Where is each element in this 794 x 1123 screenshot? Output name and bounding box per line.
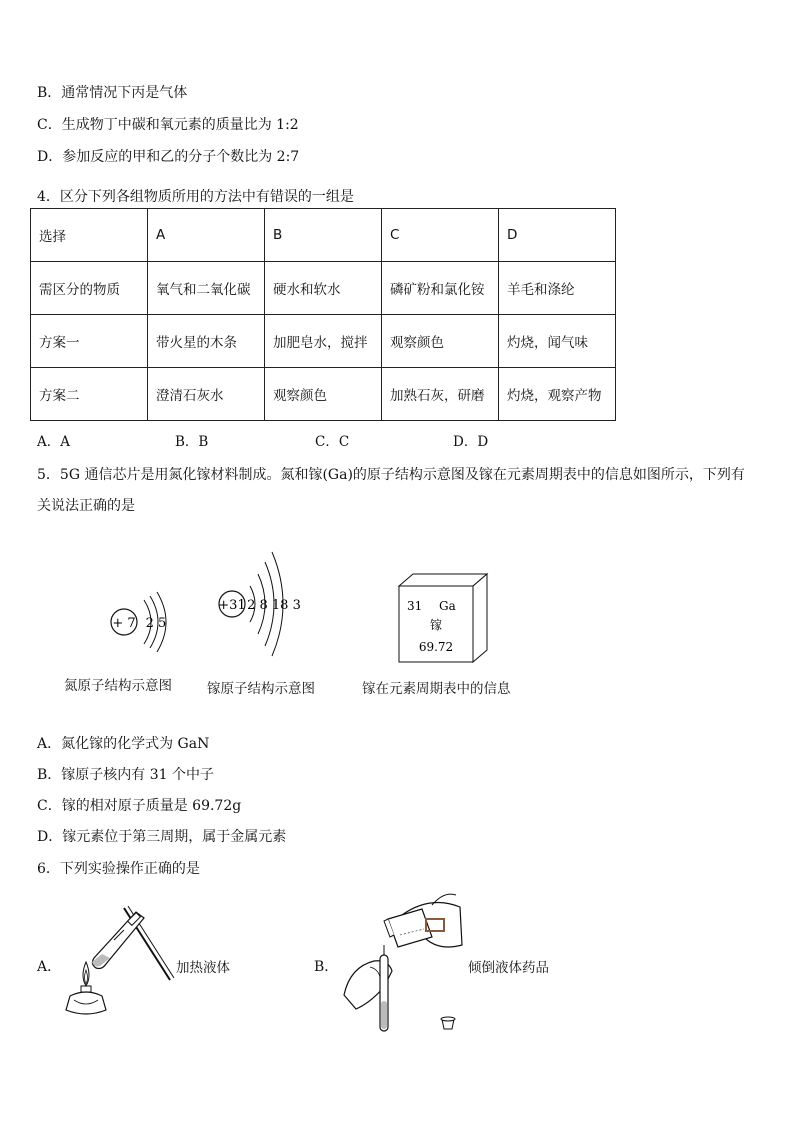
q3-option-c: C．生成物丁中碳和氧元素的质量比为 1:2 (37, 117, 299, 133)
q5-option-d: D．镓元素位于第三周期，属于金属元素 (37, 829, 287, 845)
q5-option-a: A．氮化镓的化学式为 GaN (37, 736, 210, 752)
table-row (31, 368, 616, 421)
table-cell: 羊毛和涤纶 (499, 262, 616, 315)
table-cell: 方案一 (31, 315, 148, 368)
table-cell: D (499, 209, 616, 262)
q6-option-a-letter: A． (37, 959, 62, 975)
gallium-atom-diagram (208, 540, 308, 665)
table-row (31, 315, 616, 368)
q6-stem: 6．下列实验操作正确的是 (37, 861, 200, 877)
q4-choice-d: D．D (453, 434, 489, 450)
q4-choice-a: A．A (37, 434, 70, 450)
table-cell: 方案二 (31, 368, 148, 421)
gallium-caption: 镓原子结构示意图 (207, 681, 315, 697)
table-cell: C (382, 209, 499, 262)
table-cell: 观察颜色 (382, 315, 499, 368)
q4-choice-b: B．B (175, 434, 209, 450)
gallium-electron-shells: 2 8 18 3 (247, 598, 301, 613)
element-mass: 69.72 (418, 640, 454, 654)
q4-choice-c: C．C (315, 434, 350, 450)
table-cell: 硬水和软水 (265, 262, 382, 315)
table-row (31, 262, 616, 315)
q4-stem: 4．区分下列各组物质所用的方法中有错误的一组是 (37, 189, 354, 205)
q6-option-b-caption: 倾倒液体药品 (468, 960, 549, 976)
table-cell: 选择 (31, 209, 148, 262)
element-number: 31 (407, 599, 423, 613)
gallium-nucleus-label: +31 (218, 598, 246, 613)
table-cell: 加肥皂水，搅拌 (265, 315, 382, 368)
q4-table (30, 208, 616, 421)
table-cell: 氧气和二氧化碳 (148, 262, 265, 315)
cell-caption: 镓在元素周期表中的信息 (362, 681, 511, 697)
nitrogen-atom-diagram (100, 580, 180, 660)
nitrogen-caption: 氮原子结构示意图 (64, 678, 172, 694)
table-cell: B (265, 209, 382, 262)
periodic-table-cell (395, 570, 495, 665)
nitrogen-electron-shells: 2 5 (145, 616, 167, 631)
element-symbol: Ga (439, 599, 456, 613)
table-cell: 澄清石灰水 (148, 368, 265, 421)
q3-option-d: D．参加反应的甲和乙的分子个数比为 2:7 (37, 149, 300, 165)
table-cell: 带火星的木条 (148, 315, 265, 368)
q6-option-b-letter: B． (314, 959, 339, 975)
q6-option-a-caption: 加热液体 (176, 960, 230, 976)
element-name: 镓 (429, 618, 443, 632)
table-cell: 加熟石灰，研磨 (382, 368, 499, 421)
table-cell: 需区分的物质 (31, 262, 148, 315)
table-cell: 灼烧，观察产物 (499, 368, 616, 421)
pouring-liquid-illustration (340, 885, 470, 1035)
table-cell: 灼烧，闻气味 (499, 315, 616, 368)
heating-liquid-illustration (62, 900, 177, 1020)
table-cell: 磷矿粉和氯化铵 (382, 262, 499, 315)
q3-option-b: B．通常情况下丙是气体 (37, 85, 188, 101)
nitrogen-nucleus-label: + 7 (112, 616, 136, 631)
q5-option-c: C．镓的相对原子质量是 69.72g (37, 798, 242, 814)
q5-option-b: B．镓原子核内有 31 个中子 (37, 767, 215, 783)
q5-stem: 5．5G 通信芯片是用氮化镓材料制成。氮和镓(Ga)的原子结构示意图及镓在元素周期表中的信息如图所示，下列有关说法正确的是 (37, 467, 745, 514)
table-cell: 观察颜色 (265, 368, 382, 421)
table-row (31, 209, 616, 262)
table-cell: A (148, 209, 265, 262)
